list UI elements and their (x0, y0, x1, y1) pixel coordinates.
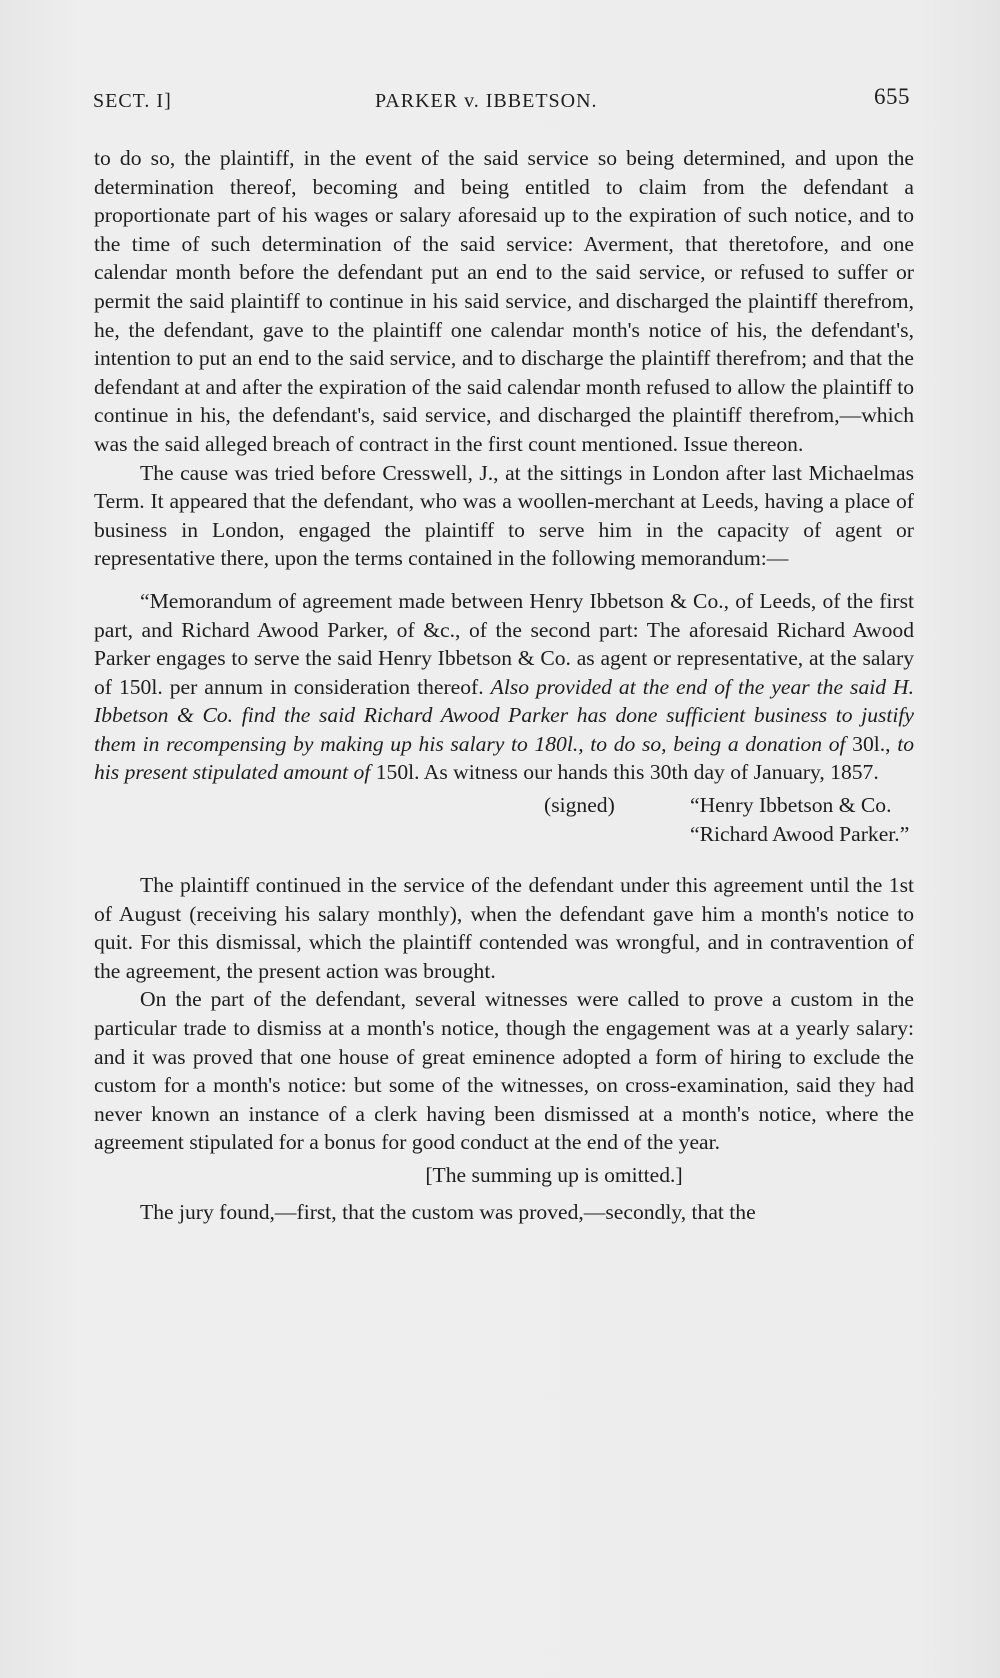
section-label: SECT. I] (93, 90, 172, 112)
memorandum-text-italic: Also provided at the end of the year the said H. Ibbetson & Co. find the said Richard Awood Parker has done sufficient business to justify them in recompensing by making up his salary to 180l., to do so, being a donation of (94, 674, 915, 756)
paragraph-custom-evidence: On the part of the defendant, several witnesses were called to prove a custom in the particular trade to dismiss at a month's notice, though the engagement was at a yearly salary: and it was proved that one house of great eminence adopted a form of hiring to exclude the custom for a month's notice: but some of the witnesses, on cross-examination, said they had never known an instance of a clerk having been dismissed at a month's notice, where the agreement stipulated for a bonus for good conduct at the end of the year. (94, 987, 914, 1155)
memorandum-amount-present: 150l. (375, 760, 420, 785)
memorandum-text-roman: “Memorandum of agreement made between Henry Ibbetson & Co., of Leeds, of the first part, and Richard Awood Parker, of &c., of the second part: The aforesaid Richard Awood Parker engages to serve the said Henry Ibbetson & Co. as agent or representative, at the salary of 150l. per annum in consideration thereof. (94, 588, 914, 699)
running-head (90, 84, 910, 120)
memorandum-amount-donation: 30l., (852, 731, 898, 756)
signed-label: (signed) (544, 793, 615, 818)
memorandum-quote (94, 587, 914, 787)
spacer (94, 847, 914, 871)
memorandum-witness: As witness our hands this 30th day of January, 1857. (419, 760, 879, 785)
paragraph-dismissal: The plaintiff continued in the service of the defendant under this agreement until the 1st of August (receiving his salary monthly), when the defendant gave him a month's notice to quit. For this dismissal, which the plaintiff contended was wrongful, and in contravention of the agreement, the present action was brought. (94, 873, 914, 983)
signatory-ibbetson: “Henry Ibbetson & Co. (690, 793, 892, 818)
signatory-parker: “Richard Awood Parker.” (690, 822, 910, 847)
paragraph-trial: The cause was tried before Cresswell, J., at the sittings in London after last Michaelmas Term. It appeared that the defendant, who was a woollen-merchant at Leeds, having a place of business in London, engaged the plaintiff to serve him in the capacity of agent or representative there, upon the terms contained in the following memorandum:— (94, 460, 914, 571)
case-title: PARKER v. IBBETSON. (375, 90, 598, 112)
signature-block (94, 787, 914, 847)
page-number: 655 (874, 84, 910, 109)
omission-note: [The summing up is omitted.] (425, 1163, 683, 1187)
paragraph-jury-finding: The jury found,—first, that the custom was proved,—secondly, that the (140, 1199, 756, 1224)
paragraph-pleading: to do so, the plaintiff, in the event of the said service so being determined, and upon the determination thereof, becoming and being entitled to claim from the defendant a proportionate part of his wages or salary aforesaid up to the expiration of such notice, and to the time of such determination of the said service: Averment, that theretofore, and one calendar month before the defendant put an end to the said service, or refused to suffer or permit the said plaintiff to continue in his said service, and discharged the plaintiff therefrom, he, the defendant, gave to the plaintiff one calendar month's notice of his, the defendant's, intention to put an end to the said service, and to discharge the plaintiff therefrom; and that the defendant at and after the expiration of the said calendar month refused to allow the plaintiff to continue in his, the defendant's, said service, and discharged the plaintiff therefrom,—which was the said alleged breach of contract in the first count mentioned. Issue thereon. (94, 146, 914, 456)
memorandum-text-italic-2: to his present stipulated amount of (94, 731, 914, 785)
body-text (94, 144, 914, 1226)
